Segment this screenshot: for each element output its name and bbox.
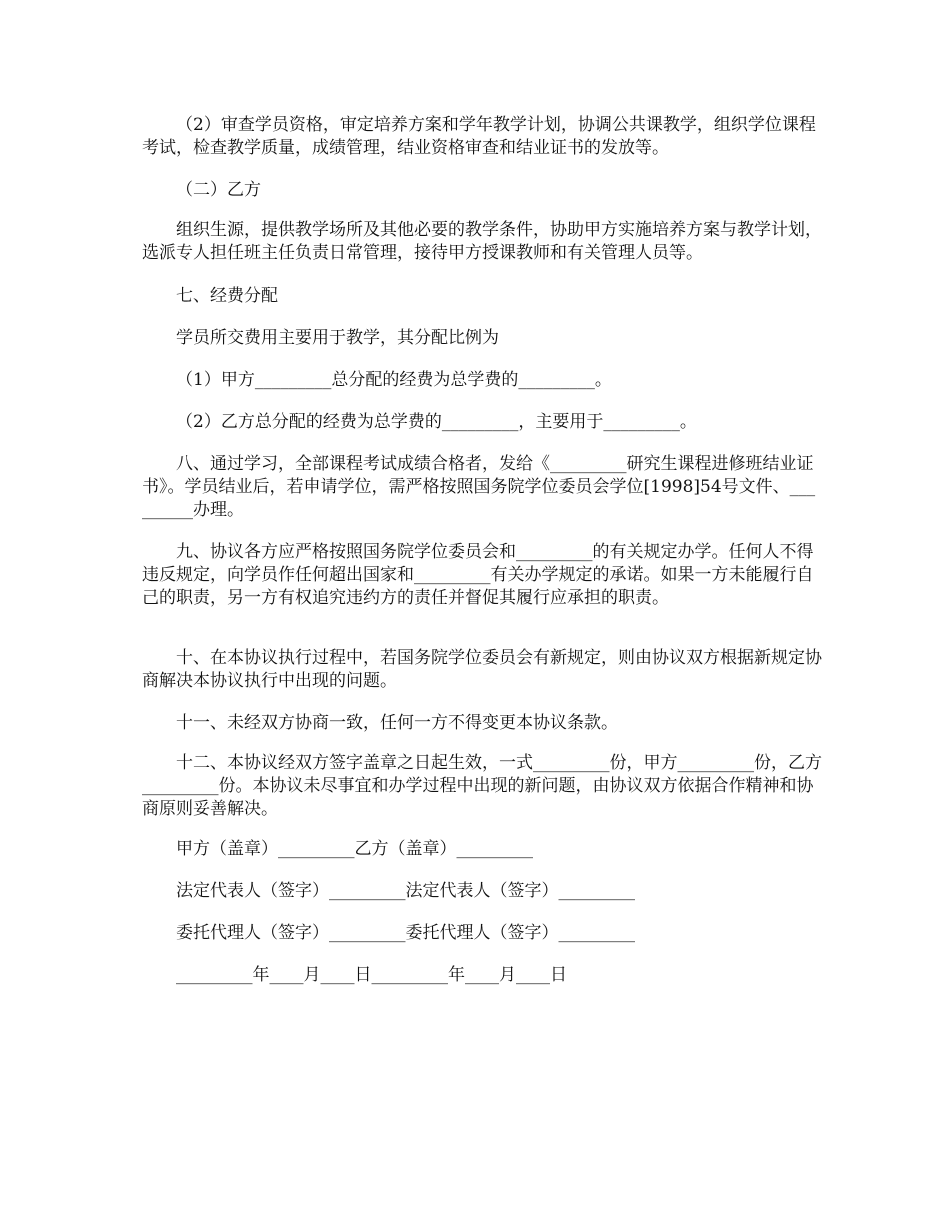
signature-date-line: _________年____月____日_________年____月____日 [176, 965, 567, 985]
signature-agent-line: 委托代理人（签字）_________委托代理人（签字）_________ [176, 923, 635, 943]
signature-seal-line: 甲方（盖章）_________乙方（盖章）_________ [176, 839, 533, 859]
paragraph-regulations: 九、协议各方应严格按照国务院学位委员会和_________的有关规定办学。任何人不得违反规定，向学员作任何超出国家和_________有关办学规定的承诺。如果一方未能履行自己的职责，另一方有权追究违约方的责任并督促其履行应承担的职责。 [142, 542, 814, 608]
paragraph-new-rules: 十、在本协议执行过程中，若国务院学位委员会有新规定，则由协议双方根据新规定协商解决本协议执行中出现的问题。 [142, 648, 822, 691]
paragraph-no-changes: 十一、未经双方协商一致，任何一方不得变更本协议条款。 [176, 713, 618, 733]
heading-party-b: （二）乙方 [176, 180, 261, 200]
paragraph-fee-party-b: （2）乙方总分配的经费为总学费的_________，主要用于_________。 [176, 412, 697, 432]
paragraph-fee-intro: 学员所交费用主要用于教学，其分配比例为 [176, 328, 499, 348]
paragraph-certificate: 八、通过学习，全部课程考试成绩合格者，发给《_________研究生课程进修班结业证书》。学员结业后，若申请学位，需严格按照国务院学位委员会学位[1998]54号文件、_________办理。 [142, 454, 816, 520]
paragraph-fee-party-a: （1）甲方_________总分配的经费为总学费的_________。 [176, 370, 612, 390]
paragraph-effective: 十二、本协议经双方签字盖章之日起生效，一式_________份，甲方_________份，乙方_________份。本协议未尽事宜和办学过程中出现的新问题，由协议双方依据合作精神和协商原则妥善解决。 [142, 753, 822, 819]
signature-legal-rep-line: 法定代表人（签字）_________法定代表人（签字）_________ [176, 881, 635, 901]
paragraph-review-duties: （2）审查学员资格，审定培养方案和学年教学计划，协调公共课教学，组织学位课程考试，检查教学质量，成绩管理，结业资格审查和结业证书的发放等。 [142, 115, 816, 158]
heading-fee-allocation: 七、经费分配 [176, 286, 278, 306]
paragraph-party-b-duties: 组织生源，提供教学场所及其他必要的教学条件，协助甲方实施培养方案与教学计划，选派专人担任班主任负责日常管理，接待甲方授课教师和有关管理人员等。 [142, 220, 822, 263]
